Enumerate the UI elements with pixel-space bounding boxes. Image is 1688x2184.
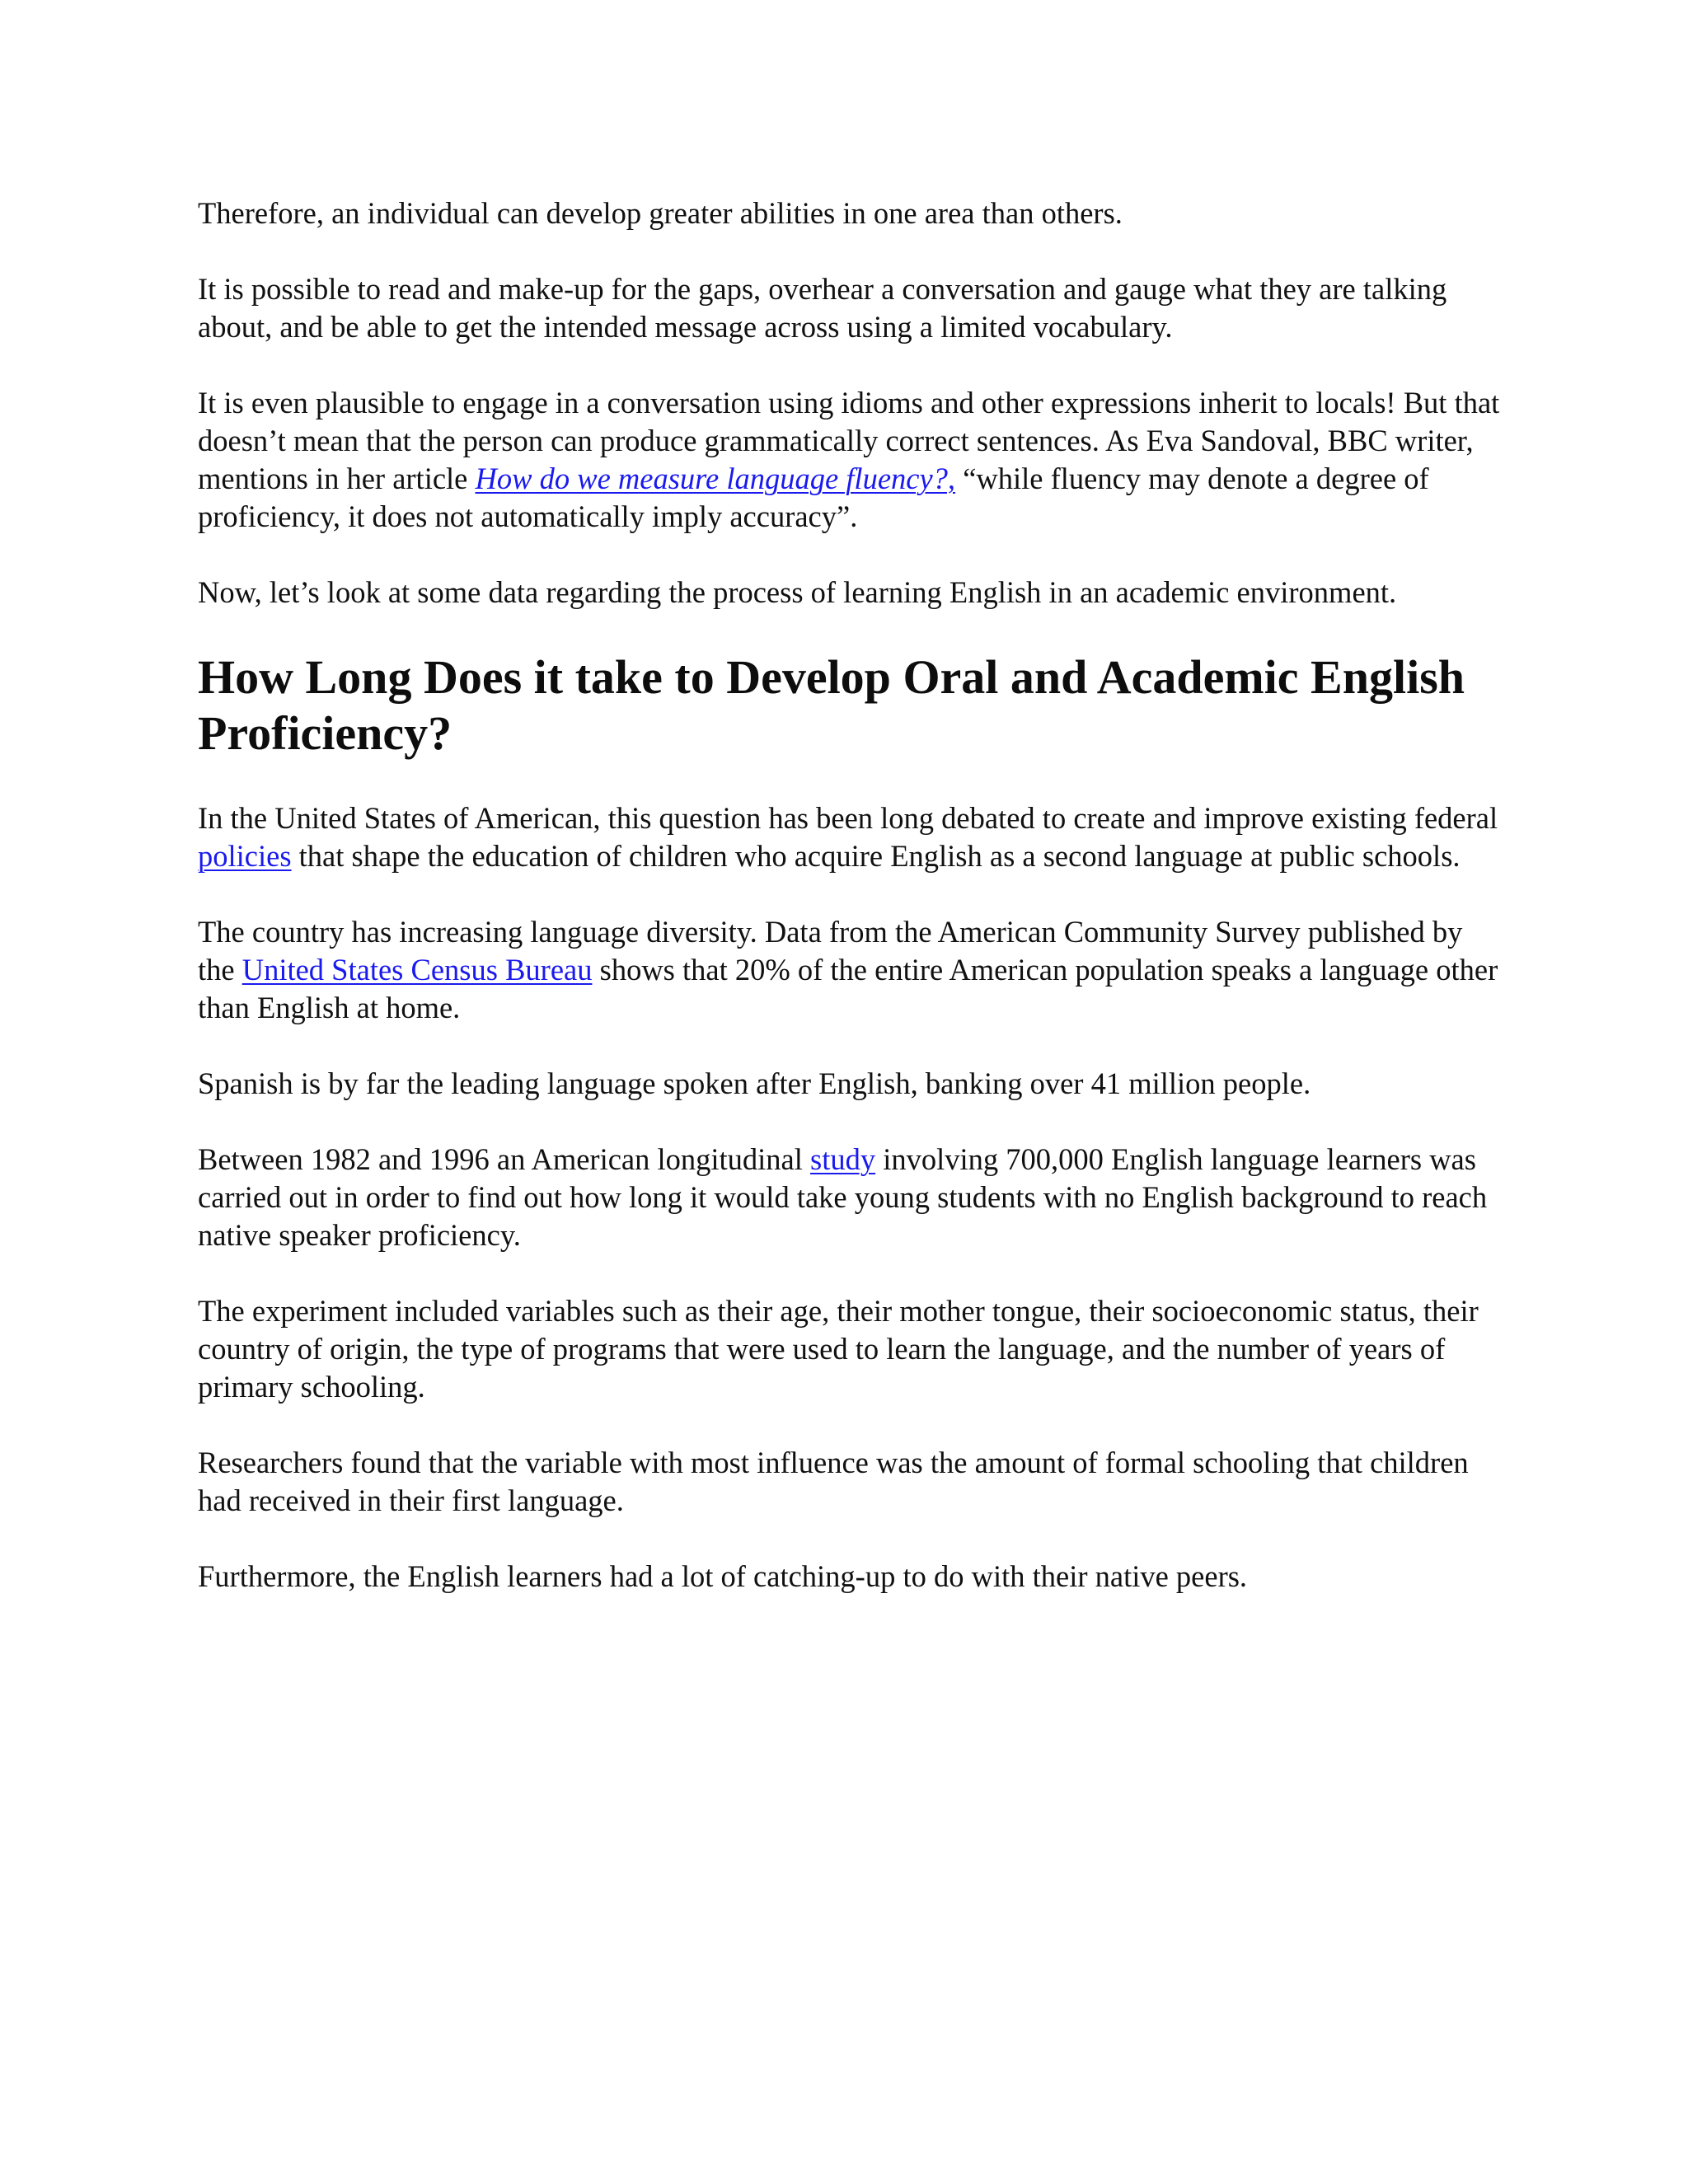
paragraph-spanish: Spanish is by far the leading language spoken after English, banking over 41 million people. bbox=[198, 1066, 1311, 1100]
paragraph-study-text: Between 1982 and 1996 an American longitudinal bbox=[198, 1142, 811, 1176]
link-census-bureau[interactable]: United States Census Bureau bbox=[241, 953, 593, 987]
paragraph-data-intro: Now, let’s look at some data regarding the process of learning English in an academic environment. bbox=[198, 575, 1397, 609]
document-page bbox=[198, 194, 1500, 1633]
paragraph-policies bbox=[198, 799, 1500, 875]
paragraph-study bbox=[198, 1141, 1500, 1254]
paragraph-abilities: Therefore, an individual can develop greater abilities in one area than others. bbox=[198, 196, 1123, 230]
paragraph-policies-text: In the United States of American, this question has been long debated to create and improve existing federal bbox=[198, 801, 1498, 835]
link-policies[interactable]: policies bbox=[198, 839, 292, 873]
paragraph-catching-up: Furthermore, the English learners had a lot of catching-up to do with their native peers. bbox=[198, 1559, 1248, 1593]
paragraph-idioms bbox=[198, 384, 1500, 536]
paragraph-census-text: The country has increasing language diversity. Data from the American Community Survey published by the bbox=[198, 915, 1463, 987]
paragraph-gaps: It is possible to read and make-up for the gaps, overhear a conversation and gauge what they are talking about, and be able to get the intended message across using a limited vocabulary. bbox=[198, 272, 1447, 344]
link-study[interactable]: study bbox=[810, 1142, 876, 1176]
paragraph-study-rest: involving 700,000 English language learners was carried out in order to find out how long it would take young students with no English background to reach native speaker proficiency. bbox=[198, 1142, 1488, 1252]
paragraph-variables: The experiment included variables such as their age, their mother tongue, their socioeconomic status, their country of origin, the type of programs that were used to learn the language, and the number of years of primary schooling. bbox=[198, 1294, 1479, 1404]
paragraph-census-rest: shows that 20% of the entire American population speaks a language other than English at home. bbox=[198, 953, 1498, 1024]
paragraph-policies-rest: that shape the education of children who acquire English as a second language at public schools. bbox=[291, 839, 1461, 873]
paragraph-census bbox=[198, 913, 1500, 1027]
paragraph-findings: Researchers found that the variable with most influence was the amount of formal schooling that children had received in their first language. bbox=[198, 1446, 1469, 1517]
paragraph-idioms-text: It is even plausible to engage in a conversation using idioms and other expressions inherit to locals! But that doesn’t mean that the person can produce grammatically correct sentences. As Eva Sandoval, BBC writer, mentions in her article bbox=[198, 386, 1500, 495]
link-fluency-article[interactable]: How do we measure language fluency?, bbox=[475, 462, 956, 495]
section-heading: How Long Does it take to Develop Oral and Academic English Proficiency? bbox=[198, 650, 1465, 760]
paragraph-idioms-quote: “while fluency may denote a degree of proficiency, it does not automatically imply accuracy”. bbox=[198, 462, 1429, 533]
